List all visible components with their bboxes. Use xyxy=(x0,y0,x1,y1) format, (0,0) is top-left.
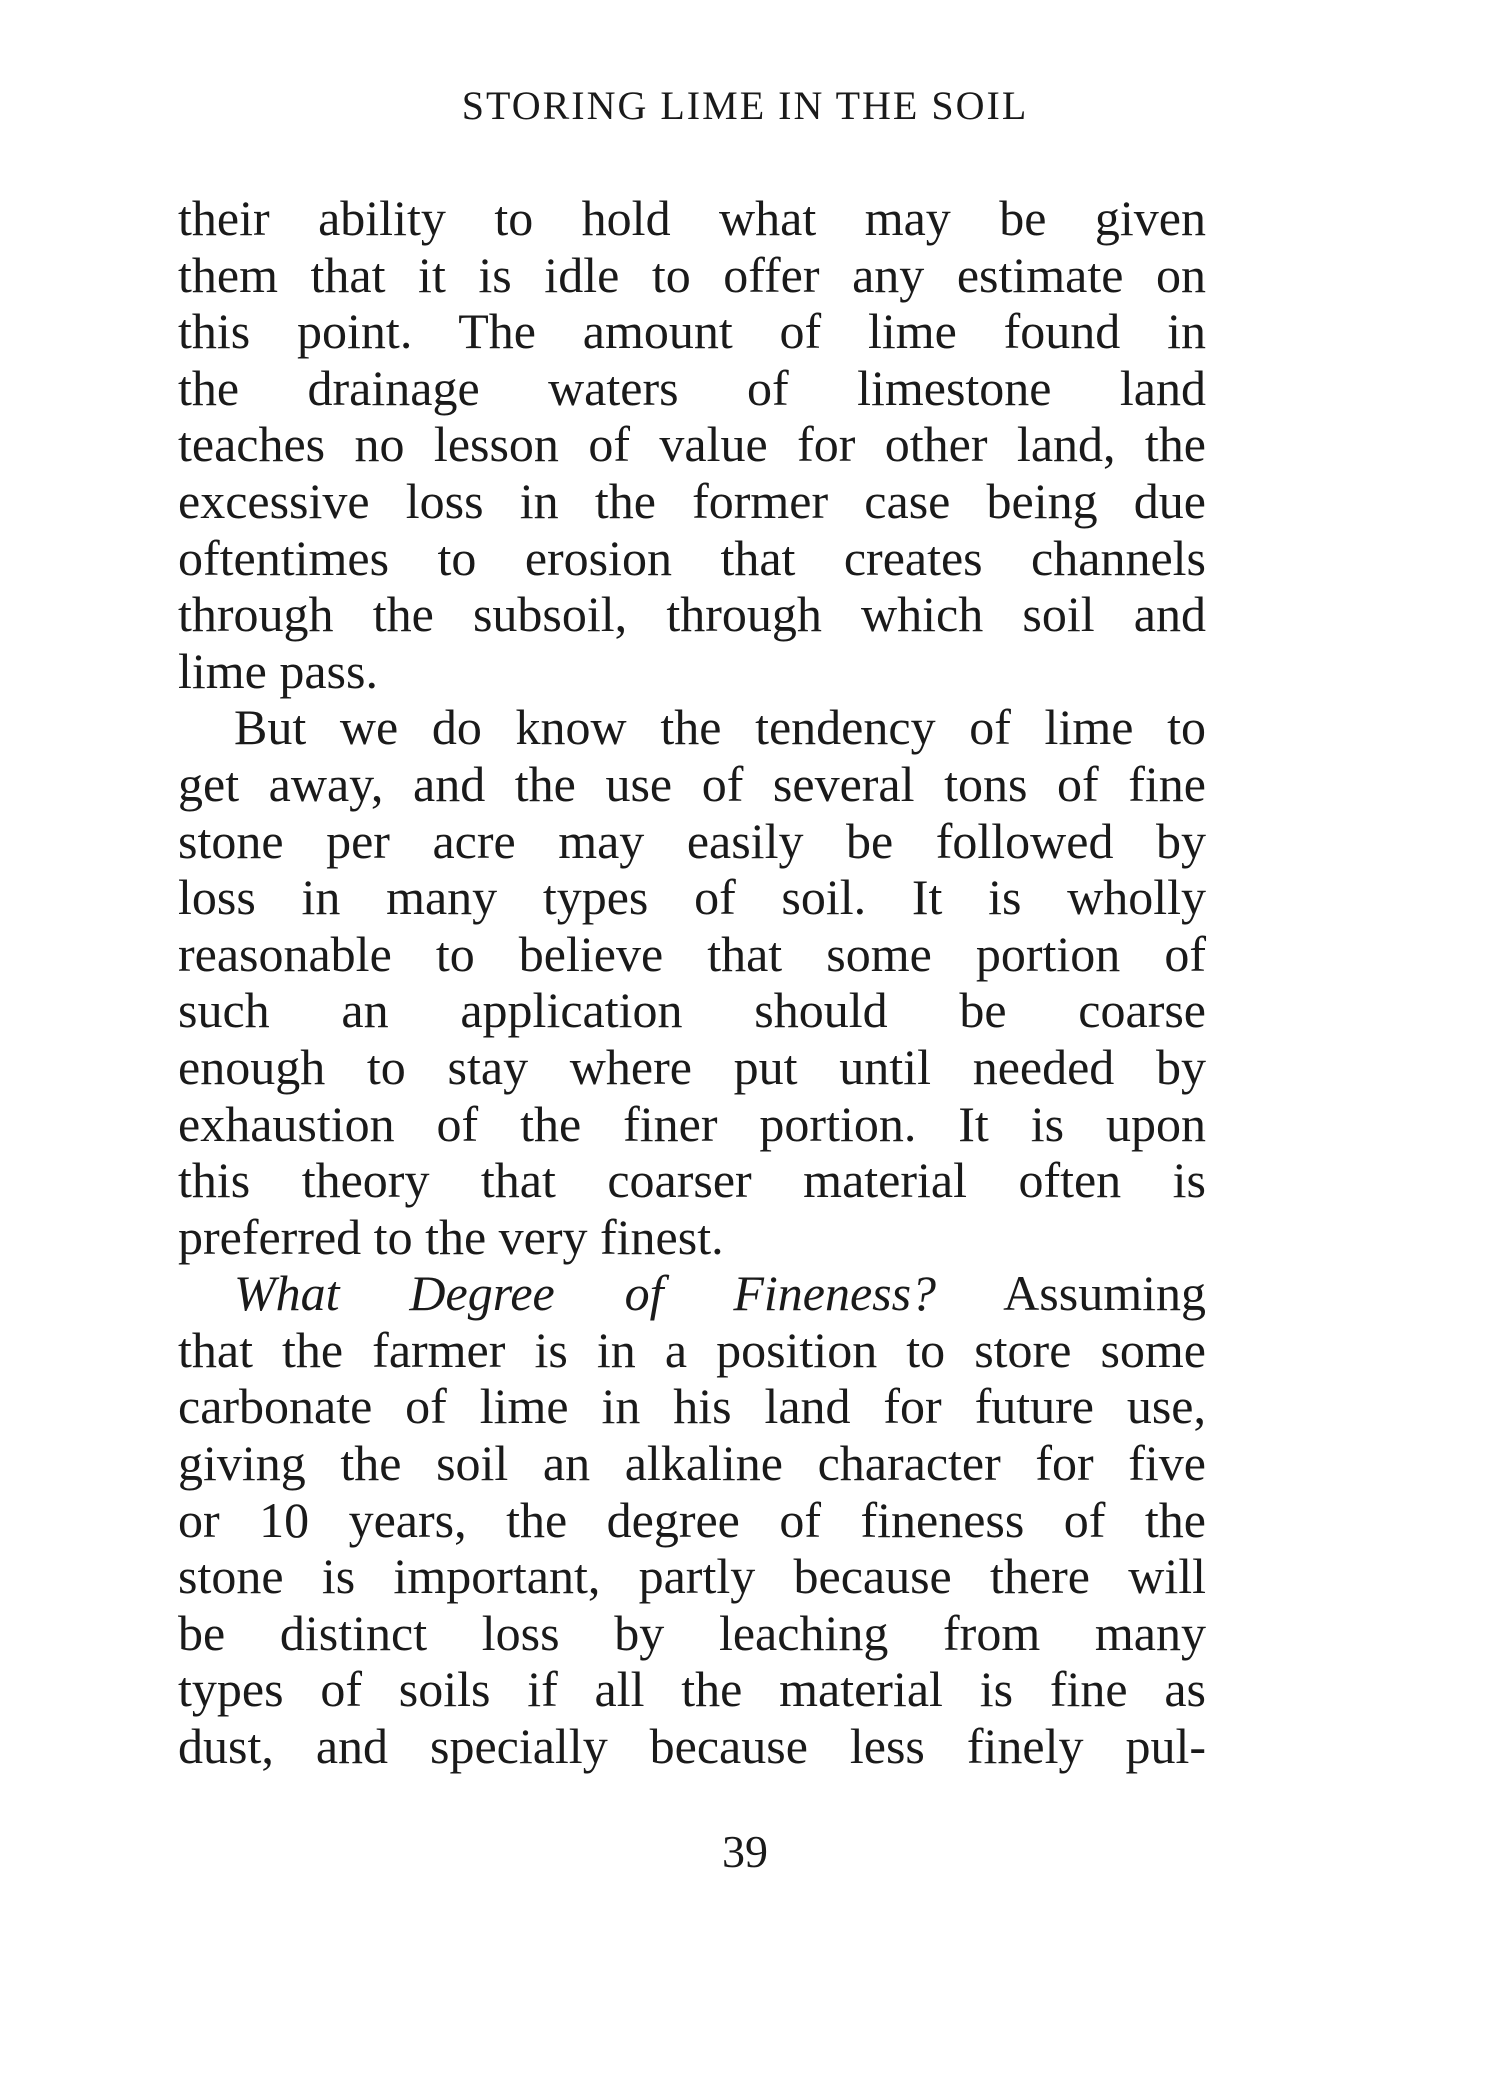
text-line: through the subsoil, through which soil and xyxy=(178,586,1206,643)
text-line: stone is important, partly because there will xyxy=(178,1548,1206,1605)
text-line: oftentimes to erosion that creates channels xyxy=(178,529,1206,586)
text-line: be distinct loss by leaching from many xyxy=(178,1604,1206,1661)
body-text xyxy=(178,190,1206,1775)
text-line: the drainage waters of limestone land xyxy=(178,359,1206,416)
text-run: Assuming xyxy=(1003,1265,1206,1322)
running-head: STORING LIME IN THE SOIL xyxy=(461,83,1029,128)
text-line: this theory that coarser material often is xyxy=(178,1152,1206,1209)
page-number: 39 xyxy=(722,1826,768,1877)
text-line: such an application should be coarse xyxy=(178,982,1206,1039)
text-line: teaches no lesson of value for other land, the xyxy=(178,416,1206,473)
text-line: excessive loss in the former case being due xyxy=(178,472,1206,529)
text-line: giving the soil an alkaline character for five xyxy=(178,1435,1206,1492)
text-line: dust, and specially because less finely pul- xyxy=(178,1718,1206,1775)
section-heading: What Degree of Fineness? xyxy=(234,1265,937,1322)
text-line: preferred to the very finest. xyxy=(178,1208,724,1265)
text-line: carbonate of lime in his land for future use, xyxy=(178,1378,1206,1435)
text-line: this point. The amount of lime found in xyxy=(178,303,1206,360)
text-line: them that it is idle to offer any estimate on xyxy=(178,246,1206,303)
text-line: lime pass. xyxy=(178,642,378,699)
text-line: stone per acre may easily be followed by xyxy=(178,812,1206,869)
text-line: But we do know the tendency of lime to xyxy=(234,699,1206,756)
text-line: exhaustion of the finer portion. It is upon xyxy=(178,1095,1206,1152)
section-heading-line xyxy=(178,1265,1206,1322)
text-line: or 10 years, the degree of fineness of the xyxy=(178,1491,1206,1548)
text-line: their ability to hold what may be given xyxy=(178,190,1206,246)
text-line: loss in many types of soil. It is wholly xyxy=(178,869,1206,926)
text-line: that the farmer is in a position to store some xyxy=(178,1321,1206,1378)
text-line: enough to stay where put until needed by xyxy=(178,1038,1206,1095)
text-line: get away, and the use of several tons of fine xyxy=(178,755,1206,812)
text-line: types of soils if all the material is fine as xyxy=(178,1661,1206,1718)
text-line: reasonable to believe that some portion of xyxy=(178,925,1206,982)
